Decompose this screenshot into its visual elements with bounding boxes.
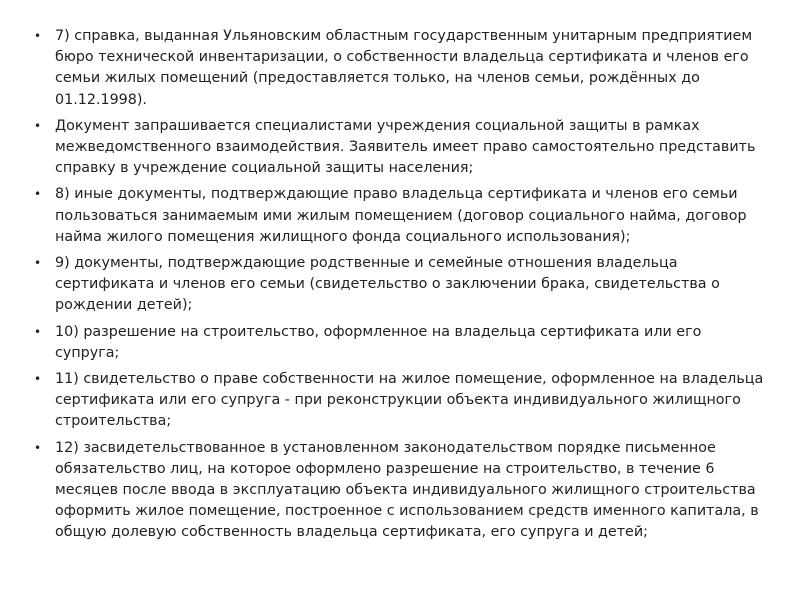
bullet-icon: • — [34, 187, 42, 202]
list-item — [34, 438, 764, 544]
list-item — [34, 184, 764, 248]
list-item-text: 7) справка, выданная Ульяновским областным государственным унитарным предприятием бюро технической инвентаризации, о собственности владельца сертификата и членов его семьи жилых помещений (предоставляется только, на членов семьи, рождённых до 01.12.1998). — [55, 28, 753, 108]
bullet-icon: • — [34, 256, 42, 271]
list-item-text: 9) документы, подтверждающие родственные и семейные отношения владельца сертификата и членов его семьи (свидетельство о заключении брака, свидетельства о рождении детей); — [55, 255, 720, 314]
document-list — [34, 26, 764, 549]
list-item-text: 8) иные документы, подтверждающие право владельца сертификата и членов его семьи пользоваться занимаемым ими жилым помещением (договор социального найма, договор найма жилого помещения жилищного фонда социального использования); — [55, 186, 747, 245]
list-item — [34, 369, 764, 433]
bullet-icon: • — [34, 324, 42, 339]
list-item — [34, 26, 764, 111]
bullet-icon: • — [34, 440, 42, 455]
list-item — [34, 322, 764, 364]
bullet-icon: • — [34, 372, 42, 387]
bullet-icon: • — [34, 118, 42, 133]
list-item-text: 11) свидетельство о праве собственности на жилое помещение, оформленное на владельца сертификата или его супруга - при реконструкции объекта индивидуального жилищного строительства; — [55, 371, 764, 430]
list-item — [34, 116, 764, 180]
list-item-text: 12) засвидетельствованное в установленном законодательством порядке письменное обязательство лиц, на которое оформлено разрешение на строительство, в течение 6 месяцев после ввода в эксплуатацию объекта индивидуального жилищного строительства оформить жилое помещение, построенное с использованием средств именного капитала, в общую долевую собственность владельца сертификата, его супруга и детей; — [55, 439, 759, 541]
list-item-text: Документ запрашивается специалистами учреждения социальной защиты в рамках межведомственного взаимодействия. Заявитель имеет право самостоятельно представить справку в учреждение социальной защиты населения; — [55, 117, 756, 177]
list-item — [34, 253, 764, 317]
bullet-icon: • — [34, 29, 42, 43]
list-item-text: 10) разрешение на строительство, оформленное на владельца сертификата или его супруга; — [55, 323, 702, 361]
